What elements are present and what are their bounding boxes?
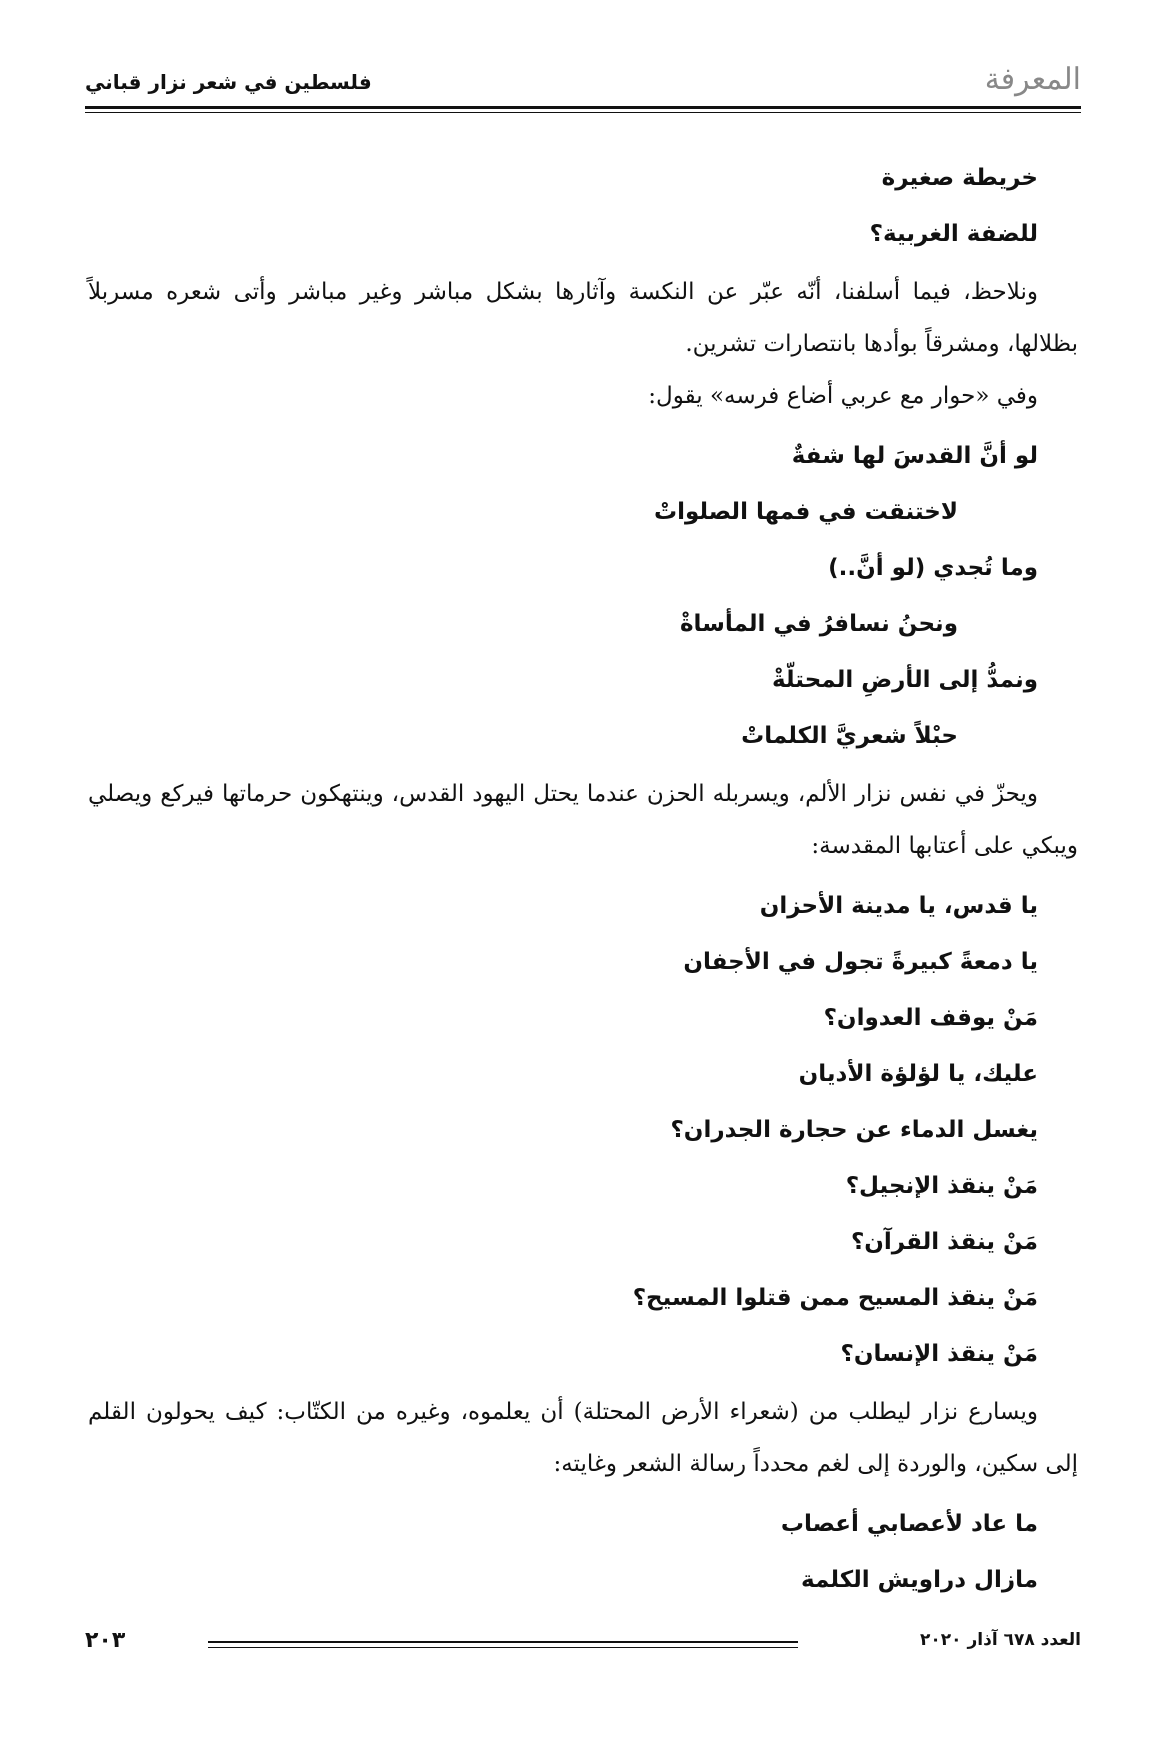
verse-line: وما تُجدي (لو أنَّ..) — [828, 555, 1038, 581]
verse-line: يغسل الدماء عن حجارة الجدران؟ — [670, 1117, 1038, 1143]
verse-line: يا دمعةً كبيرةً تجول في الأجفان — [683, 949, 1038, 975]
header-rule — [85, 106, 1081, 109]
verse-line: مَنْ ينقذ الإنسان؟ — [840, 1341, 1038, 1367]
page-header — [85, 60, 1081, 100]
verse-line: لو أنَّ القدسَ لها شفةٌ — [791, 443, 1038, 469]
verse-line: حبْلاً شعريَّ الكلماتْ — [741, 723, 958, 749]
paragraph: ونلاحظ، فيما أسلفنا، أنّه عبّر عن النكسة وآثارها بشكل مباشر وغير مباشر وأتى شعره مسربلاً بظلالها، ومشرقاً بوأدها بانتصارات تشرين. — [88, 279, 1078, 357]
verse-line: ونحنُ نسافرُ في المأساةْ — [679, 611, 958, 637]
verse-line: مازال دراويش الكلمة — [801, 1567, 1038, 1593]
page-number: ٢٠٣ — [85, 1628, 126, 1653]
verse-line: يا قدس، يا مدينة الأحزان — [759, 893, 1038, 919]
verse-line: للضفة الغربية؟ — [869, 221, 1038, 247]
verse-line: ونمدُّ إلى الأرضِ المحتلّةْ — [771, 667, 1038, 693]
verse-line: ما عاد لأعصابي أعصاب — [780, 1511, 1038, 1537]
verse-line: مَنْ ينقذ الإنجيل؟ — [845, 1173, 1038, 1199]
issue-info: العدد ٦٧٨ آذار ٢٠٢٠ — [920, 1630, 1081, 1650]
verse-line: مَنْ ينقذ القرآن؟ — [850, 1229, 1038, 1255]
running-title: فلسطين في شعر نزار قباني — [85, 70, 372, 94]
header-rule-thin — [85, 112, 1081, 113]
page-footer — [85, 1630, 1081, 1660]
article-body — [88, 150, 1078, 1608]
footer-rule — [208, 1641, 798, 1643]
journal-logo: المعرفة — [984, 62, 1081, 97]
verse-line: مَنْ ينقذ المسيح ممن قتلوا المسيح؟ — [632, 1285, 1038, 1311]
footer-rule-thin — [208, 1647, 798, 1648]
paragraph: وفي «حوار مع عربي أضاع فرسه» يقول: — [648, 383, 1038, 409]
paragraph: ويسارع نزار ليطلب من (شعراء الأرض المحتلة) أن يعلموه، وغيره من الكتّاب: كيف يحولون القلم إلى سكين، والوردة إلى لغم محدداً رسالة الشعر وغايته: — [88, 1399, 1078, 1477]
paragraph: ويحزّ في نفس نزار الألم، ويسربله الحزن عندما يحتل اليهود القدس، وينتهكون حرماتها فيركع ويصلي ويبكي على أعتابها المقدسة: — [88, 781, 1078, 859]
verse-line: لاختنقت في فمها الصلواتْ — [653, 499, 958, 525]
verse-line: مَنْ يوقف العدوان؟ — [823, 1005, 1038, 1031]
verse-line: عليك، يا لؤلؤة الأديان — [798, 1061, 1038, 1087]
verse-line: خريطة صغيرة — [881, 165, 1038, 191]
